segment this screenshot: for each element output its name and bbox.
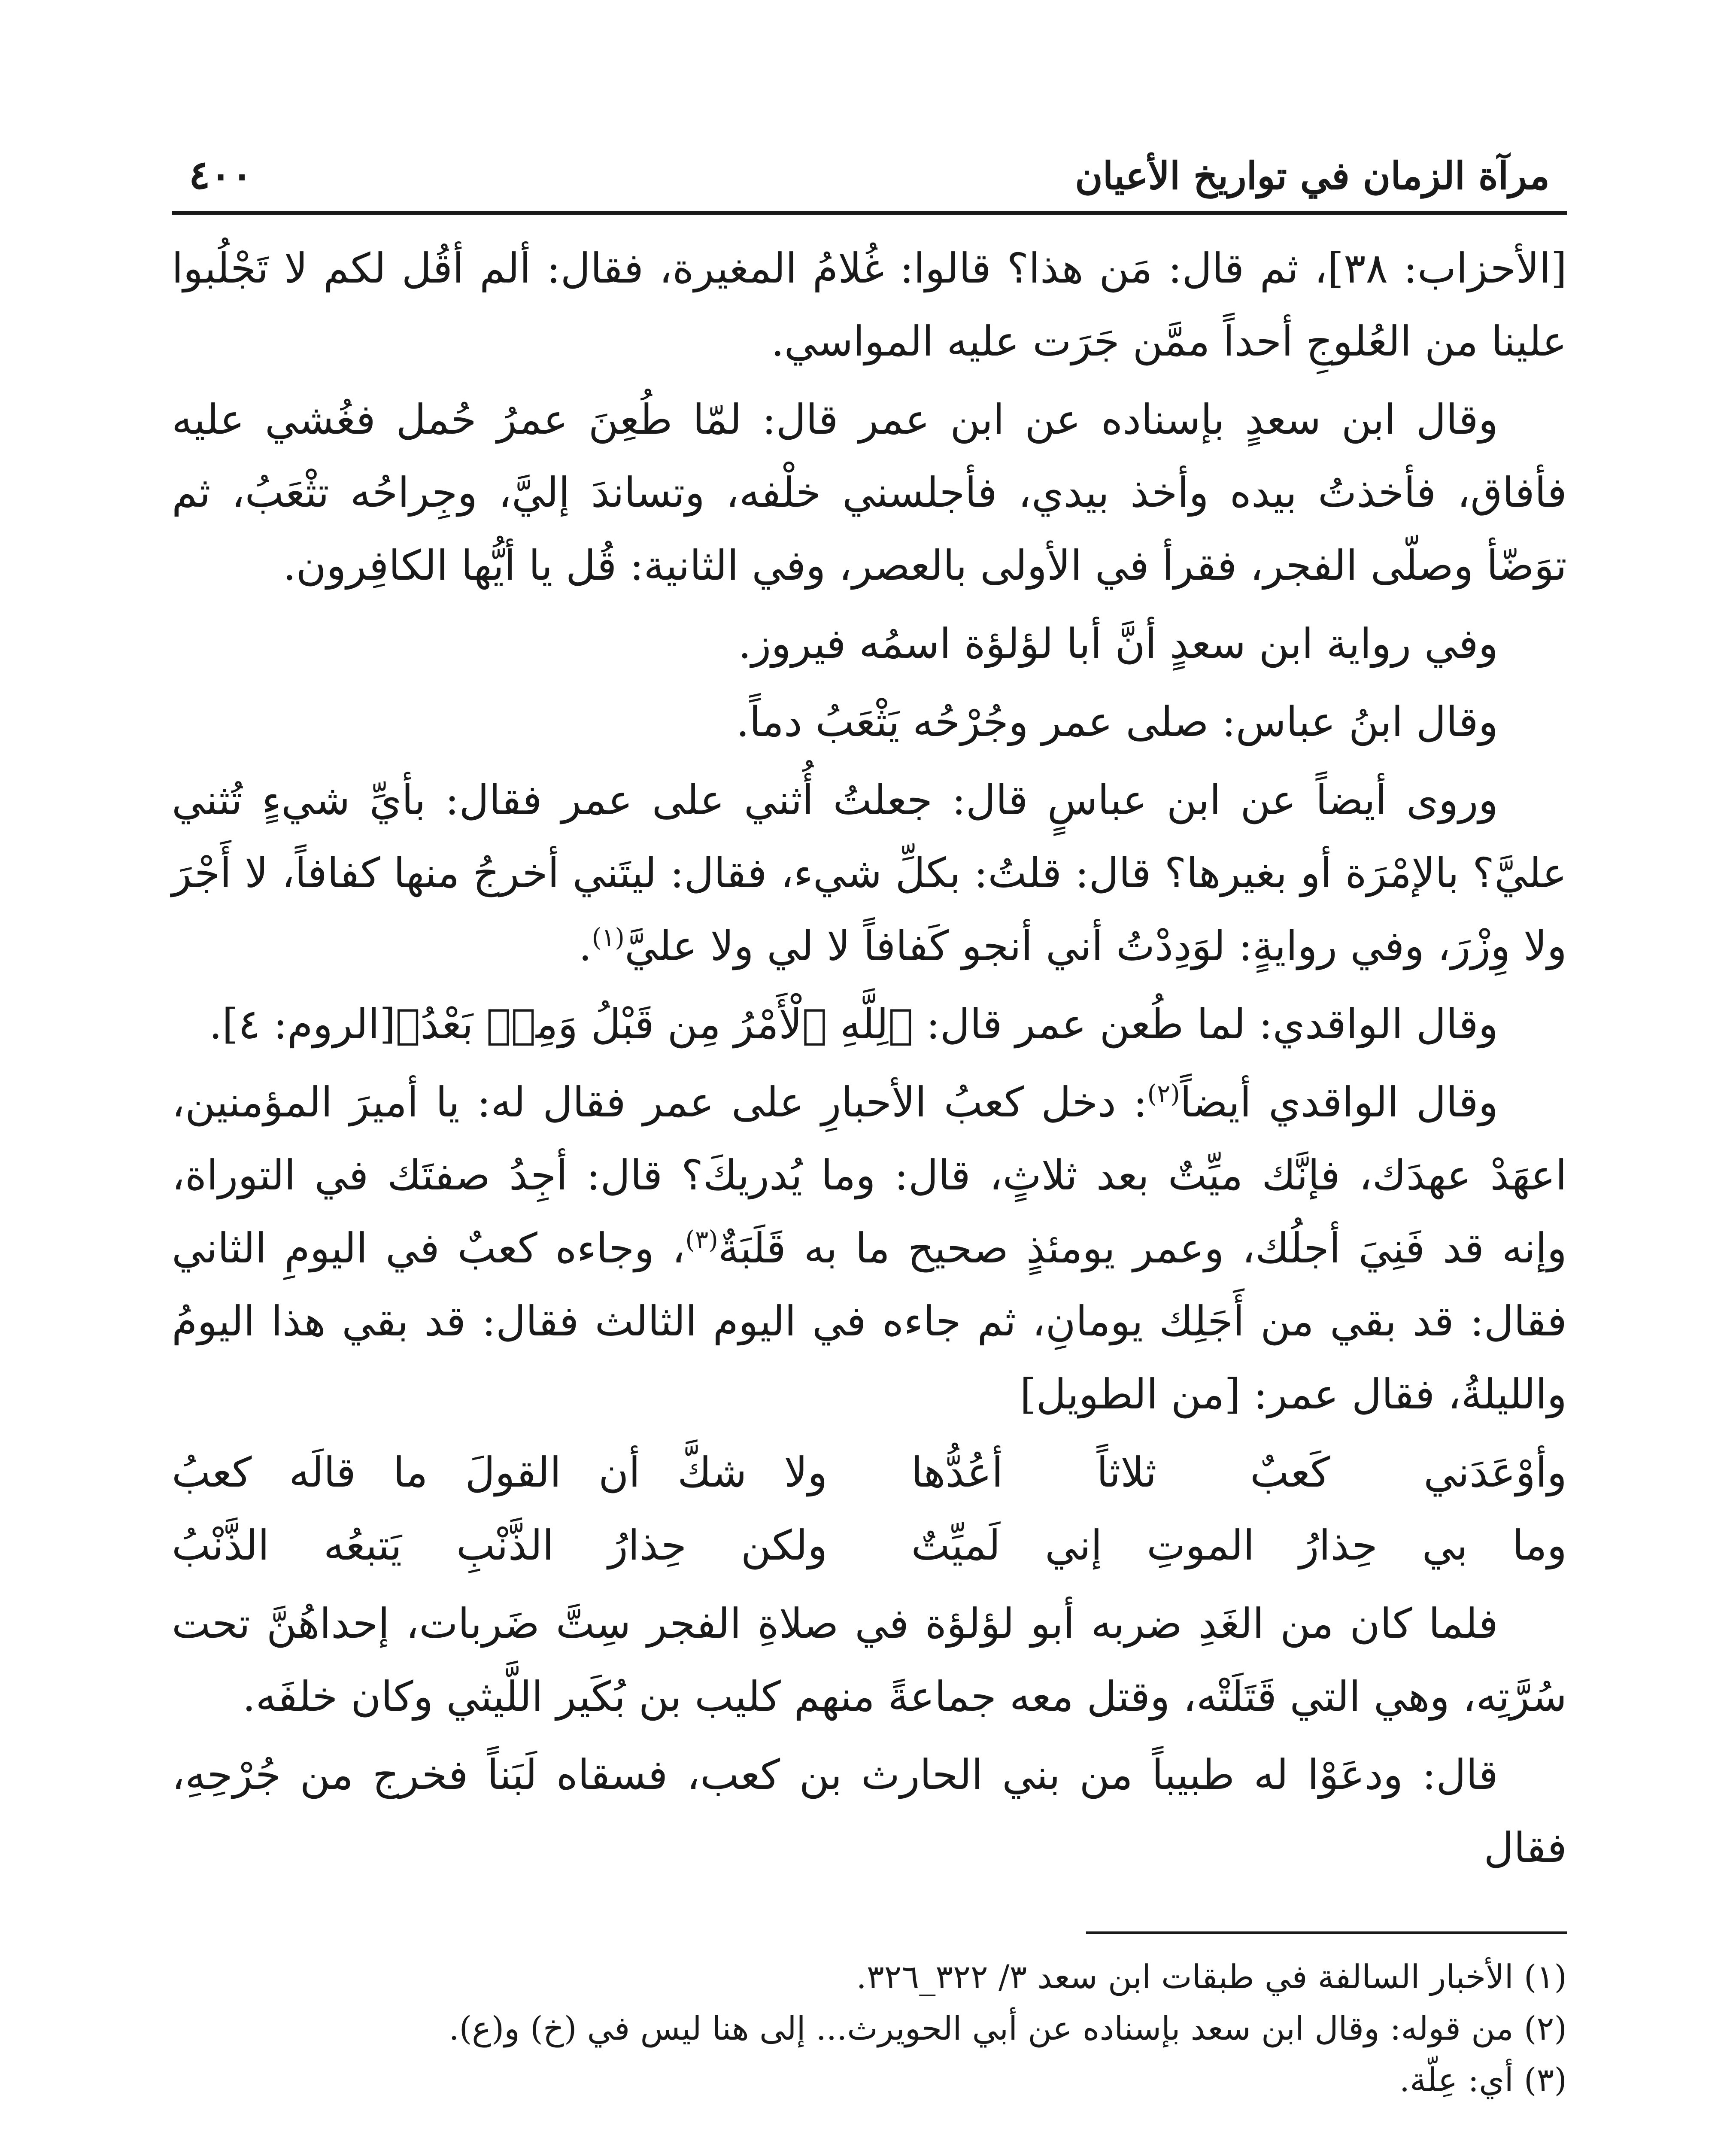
verse-second-hemistich: ولا شكَّ أن القولَ ما قالَه كعبُ: [172, 1448, 828, 1496]
paragraph-9: قال: ودعَوْا له طبيباً من بني الحارث بن كعب، فسقاه لَبَناً فخرج من جُرْحِهِ، فقال: [172, 1751, 1567, 1872]
footnote-1: (١) الأخبار السالفة في طبقات ابن سعد ٣/ ٣٢٢_٣٢٦.: [856, 1958, 1567, 1996]
paragraph-3: وفي رواية ابن سعدٍ أنَّ أبا لؤلؤة اسمُه فيروز.: [738, 620, 1498, 668]
verse-first-hemistich: وأوْعَدَني كَعبٌ ثلاثاً أعُدُّها: [911, 1448, 1567, 1496]
paragraph-6: وقال الواقدي: لما طُعن عمر قال: ﴿لِلَّهِ ٱلْأَمْرُ مِن قَبْلُ وَمِنۢ بَعْدُ﴾[الروم: ٤].: [209, 1000, 1498, 1048]
paragraph-4: وقال ابنُ عباس: صلى عمر وجُرْحُه يَثْعَبُ دماً.: [736, 698, 1498, 746]
poem: [172, 1436, 1567, 1582]
paragraph-7-start: وقال الواقدي أيضاً: [1180, 1078, 1499, 1126]
paragraph-2: وقال ابن سعدٍ بإسناده عن ابن عمر قال: لمّا طُعِنَ عمرُ حُمل فغُشي عليه فأفاق، فأخذتُ بيده وأخذ بيدي، فأجلسني خلْفه، وتساندَ إليَّ، وجِراحُه تثْعَبُ، ثم توَضّأ وصلّى الفجر، فقرأ في الأولى بالعصر، وفي الثانية: قُل يا أيُّها الكافِرون.: [172, 395, 1567, 590]
paragraph-7-end: ، وجاءه كعبٌ في اليومِ الثاني فقال: قد بقي من أَجَلِك يومانِ، ثم جاءه في اليوم الثالث فقال: قد بقي هذا اليومُ والليلةُ، فقال عمر: [من الطويل]: [172, 1224, 1567, 1418]
footnote-3: (٣) أي: عِلّة.: [1399, 2061, 1567, 2099]
paragraph-5-end: .: [579, 922, 592, 970]
footnote-separator: [1086, 1931, 1567, 1934]
paragraph-5: [172, 763, 1567, 982]
footnote-ref-1[interactable]: (١): [592, 923, 625, 952]
book-page: [172, 129, 1567, 2147]
paragraph-7-middle: : دخل كعبُ الأحبارِ على عمر فقال له: يا أميرَ المؤمنين، اعهَدْ عهدَك، فإنَّك ميِّتٌ بعد ثلاثٍ، قال: وما يُدريكَ؟ قال: أجِدُ صفتَك في التوراة، وإنه قد فَنِيَ أجلُك، وعمر يومئذٍ صحيح ما به قَلَبَةٌ: [172, 1078, 1567, 1272]
verse-line: [172, 1509, 1567, 1582]
footnote-ref-2[interactable]: (٢): [1147, 1079, 1180, 1108]
paragraph-8: فلما كان من الغَدِ ضربه أبو لؤلؤة في صلاةِ الفجر سِتَّ ضَربات، إحداهُنَّ تحت سُرَّتِه، وهي التي قَتَلَتْه، وقتل معه جماعةً منهم كليب بن بُكَير اللَّيثي وكان خلفَه.: [172, 1600, 1567, 1721]
footnote-2: (٢) من قوله: وقال ابن سعد بإسناده عن أبي الحويرث... إلى هنا ليس في (خ) و(ع).: [449, 2009, 1567, 2047]
paragraph-1: [الأحزاب: ٣٨]، ثم قال: مَن هذا؟ قالوا: غُلامُ المغيرة، فقال: ألم أقُل لكم لا تَجْلُبوا علينا من العُلوجِ أحداً ممَّن جَرَت عليه المواسي.: [172, 244, 1567, 365]
paragraph-7: [172, 1066, 1567, 1431]
book-title: مرآة الزمان في تواريخ الأعيان: [1075, 153, 1550, 198]
body-text: [172, 232, 1567, 1884]
verse-first-hemistich: وما بي حِذارُ الموتِ إني لَميِّتٌ: [911, 1521, 1567, 1569]
footnote-ref-3[interactable]: (٣): [685, 1225, 718, 1254]
footnotes: [172, 1951, 1567, 2106]
page-number: ٤٠٠: [189, 152, 253, 198]
verse-second-hemistich: ولكن حِذارُ الذَّنْبِ يَتبعُه الذَّنْبُ: [172, 1521, 828, 1569]
running-header: [172, 129, 1567, 215]
paragraph-5-text: وروى أيضاً عن ابن عباسٍ قال: جعلتُ أُثني على عمر فقال: بأيِّ شيءٍ تُثني عليَّ؟ بالإمْرَة أو بغيرها؟ قال: قلتُ: بكلِّ شيء، فقال: ليتَني أخرجُ منها كفافاً، لا أَجْرَ ولا وِزْرَ، وفي روايةٍ: لوَدِدْتُ أني أنجو كَفافاً لا لي ولا عليَّ: [172, 776, 1567, 970]
verse-line: [172, 1436, 1567, 1509]
